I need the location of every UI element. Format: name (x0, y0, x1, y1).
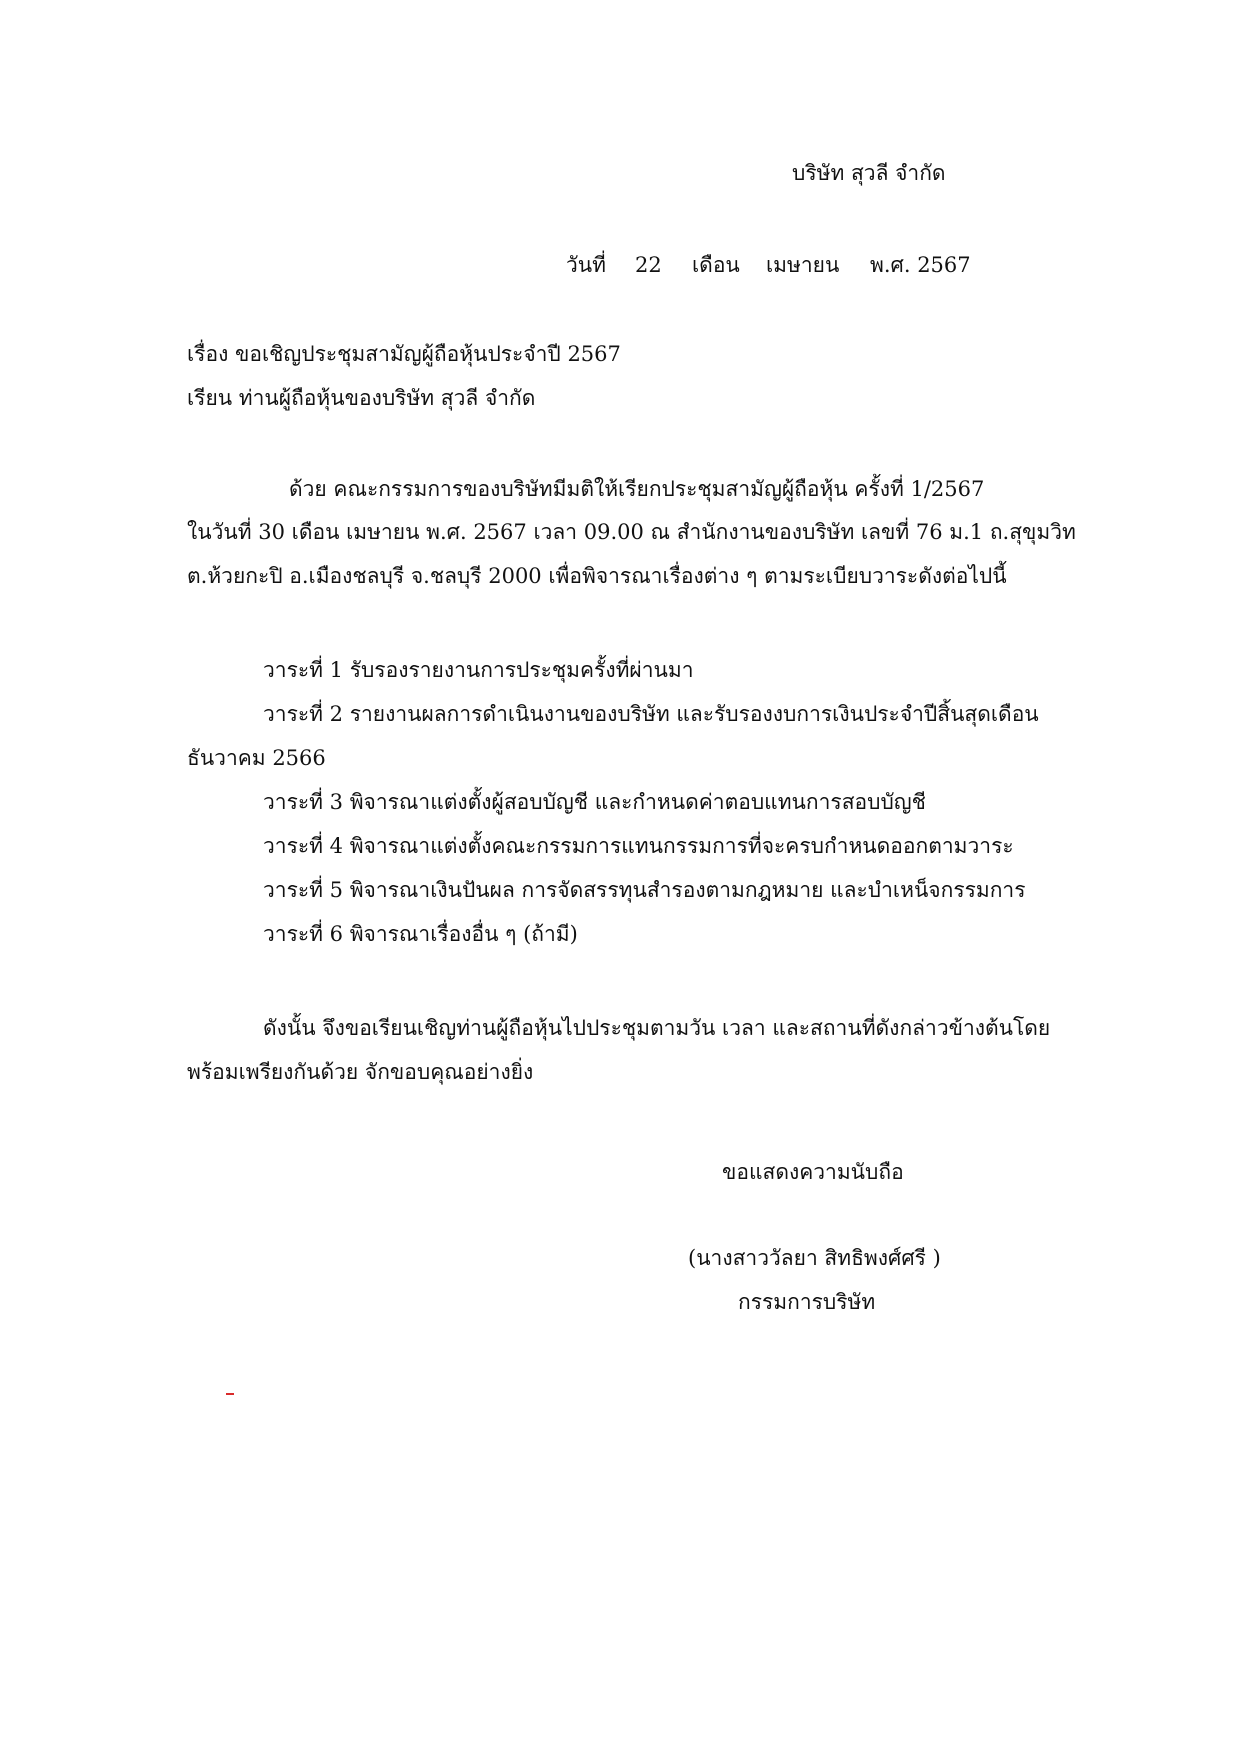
letter-date (0, 250, 1241, 280)
date-month-label: เดือน (692, 253, 740, 277)
closing-line: ดังนั้น จึงขอเรียนเชิญท่านผู้ถือหุ้นไปประชุมตามวัน เวลา และสถานที่ดังกล่าวข้างต้นโดย (263, 1016, 1051, 1040)
letter-subject: เรื่อง ขอเชิญประชุมสามัญผู้ถือหุ้นประจำปี 2567 (187, 342, 621, 366)
date-label: วันที่ (566, 253, 606, 277)
intro-line: ต.ห้วยกะปิ อ.เมืองชลบุรี จ.ชลบุรี 2000 เพื่อพิจารณาเรื่องต่าง ๆ ตามระเบียบวาระดังต่อไปนี้ (187, 564, 1007, 588)
company-name: บริษัท สุวลี จำกัด (792, 161, 946, 185)
agenda-item: วาระที่ 5 พิจารณาเงินปันผล การจัดสรรทุนสำรองตามกฎหมาย และบำเหน็จกรรมการ (263, 878, 1026, 902)
agenda-item: วาระที่ 4 พิจารณาแต่งตั้งคณะกรรมการแทนกรรมการที่จะครบกำหนดออกตามวาระ (263, 834, 1014, 858)
closing-line: พร้อมเพรียงกันด้วย จักขอบคุณอย่างยิ่ง (187, 1060, 534, 1084)
signer-name: (นางสาววัลยา สิทธิพงศ์ศรี ) (688, 1246, 941, 1270)
intro-line: ด้วย คณะกรรมการของบริษัทมีมติให้เรียกประชุมสามัญผู้ถือหุ้น ครั้งที่ 1/2567 (289, 477, 985, 501)
agenda-item: วาระที่ 2 รายงานผลการดำเนินงานของบริษัท และรับรองงบการเงินประจำปีสิ้นสุดเดือน (263, 702, 1039, 726)
letter-recipient: เรียน ท่านผู้ถือหุ้นของบริษัท สุวลี จำกัด (187, 386, 536, 410)
date-day: 22 (635, 253, 662, 277)
agenda-item: วาระที่ 1 รับรองรายงานการประชุมครั้งที่ผ่านมา (263, 658, 694, 682)
regards-line: ขอแสดงความนับถือ (722, 1160, 904, 1184)
intro-line: ในวันที่ 30 เดือน เมษายน พ.ศ. 2567 เวลา 09.00 ณ สำนักงานของบริษัท เลขที่ 76 ม.1 ถ.สุขุมวิท (187, 520, 1076, 544)
signer-title: กรรมการบริษัท (738, 1290, 876, 1314)
agenda-item: วาระที่ 6 พิจารณาเรื่องอื่น ๆ (ถ้ามี) (263, 922, 578, 946)
agenda-item-continuation: ธันวาคม 2566 (187, 746, 326, 770)
date-month: เมษายน (766, 253, 840, 277)
red-dash-mark (226, 1393, 234, 1395)
date-year: พ.ศ. 2567 (870, 253, 971, 277)
agenda-item: วาระที่ 3 พิจารณาแต่งตั้งผู้สอบบัญชี และกำหนดค่าตอบแทนการสอบบัญชี (263, 790, 926, 814)
